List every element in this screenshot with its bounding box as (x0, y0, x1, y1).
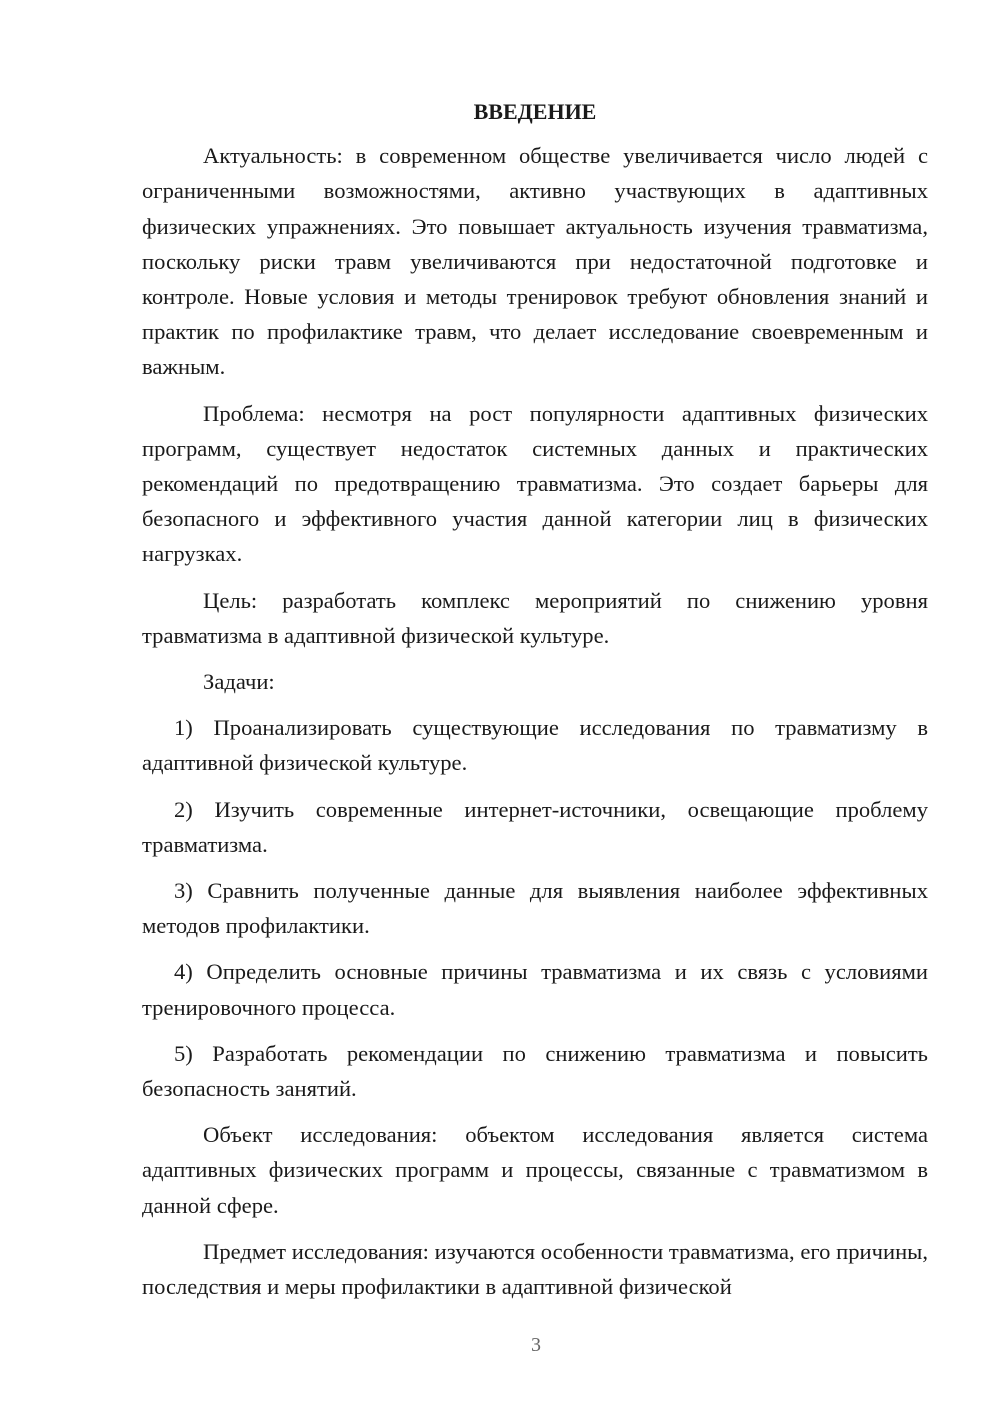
document-page (142, 94, 928, 1315)
goal-paragraph: Цель: разработать комплекс мероприятий по снижению уровня травматизма в адаптивной физической культуре. (142, 587, 928, 648)
task-item-4: 4) Определить основные причины травматизма и их связь с условиями тренировочного процесса. (142, 959, 928, 1020)
task-item-2: 2) Изучить современные интернет-источники, освещающие проблему травматизма. (142, 796, 928, 857)
relevance-paragraph: Актуальность: в современном обществе увеличивается число людей с ограниченными возможностями, активно участвующих в адаптивных физических упражнениях. Это повышает актуальность изучения травматизма, поскольку риски травм увеличиваются при недостаточной подготовке и контроле. Новые условия и методы тренировок требуют обновления знаний и практик по профилактике травм, что делает исследование своевременным и важным. (142, 143, 928, 380)
research-subject-paragraph: Предмет исследования: изучаются особенности травматизма, его причины, последствия и меры профилактики в адаптивной физической (142, 1238, 928, 1300)
research-object-paragraph: Объект исследования: объектом исследования является система адаптивных физических программ и процессы, связанные с травматизмом в данной сфере. (142, 1122, 928, 1218)
task-item-3: 3) Сравнить полученные данные для выявления наиболее эффективных методов профилактики. (142, 878, 928, 939)
task-item-5: 5) Разработать рекомендации по снижению травматизма и повысить безопасность занятий. (142, 1040, 928, 1102)
task-item-1: 1) Проанализировать существующие исследования по травматизму в адаптивной физической культуре. (142, 715, 928, 776)
page-number: 3 (531, 1334, 541, 1356)
problem-paragraph: Проблема: несмотря на рост популярности адаптивных физических программ, существует недостаток системных данных и практических рекомендаций по предотвращению травматизма. Это создает барьеры для безопасного и эффективного участия данной категории лиц в физических нагрузках. (142, 400, 928, 567)
tasks-heading: Задачи: (203, 669, 275, 695)
page-title: ВВЕДЕНИЕ (473, 99, 597, 124)
